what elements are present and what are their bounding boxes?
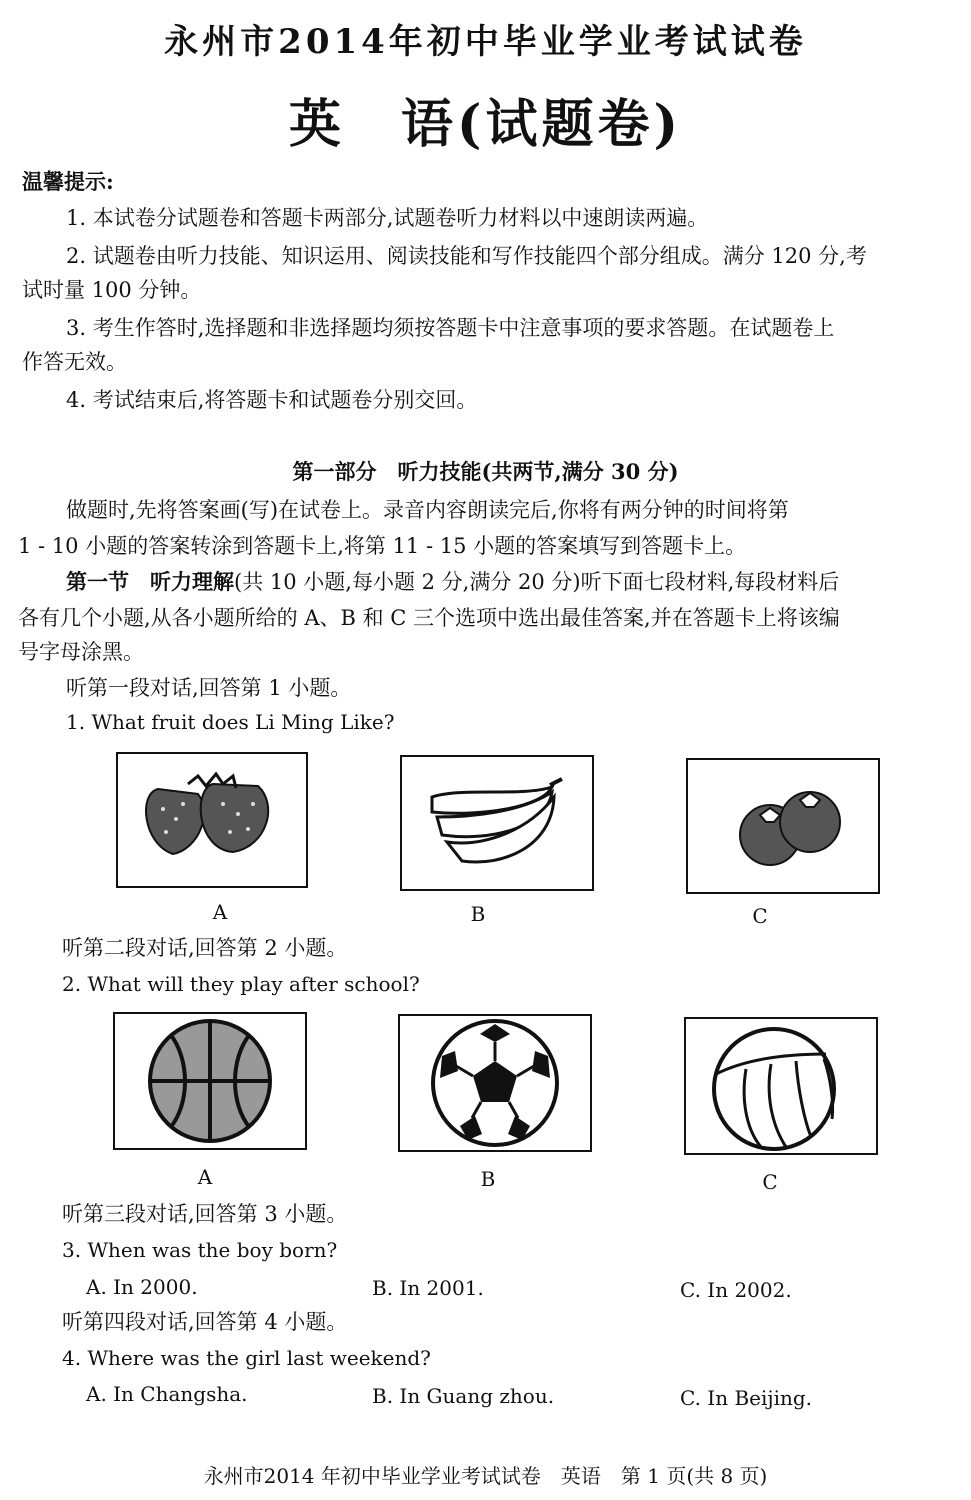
q4-option-c: C. In Beijing.	[680, 1386, 813, 1410]
q3-question: 3. When was the boy born?	[62, 1238, 338, 1262]
q3-option-c: C. In 2002.	[680, 1278, 792, 1302]
q2-option-a-image	[113, 1012, 307, 1150]
tip-line: 3. 考生作答时,选择题和非选择题均须按答题卡中注意事项的要求答题。在试题卷上	[66, 316, 835, 340]
page-footer: 永州市2014 年初中毕业学业考试试卷 英语 第 1 页(共 8 页)	[203, 1464, 768, 1488]
part1-heading: 第一部分 听力技能(共两节,满分 30 分)	[292, 459, 679, 484]
q2-instruction: 听第二段对话,回答第 2 小题。	[62, 936, 348, 960]
section1-line: 号字母涂黑。	[18, 640, 144, 664]
tip-line: 4. 考试结束后,将答题卡和试题卷分别交回。	[66, 388, 478, 412]
part1-intro-line: 1 - 10 小题的答案转涂到答题卡上,将第 11 - 15 小题的答案填写到答题卡上。	[18, 534, 747, 558]
football-icon	[400, 1016, 590, 1150]
tips-heading: 温馨提示:	[22, 169, 114, 194]
q4-option-a: A. In Changsha.	[86, 1382, 248, 1406]
tip-line: 作答无效。	[22, 350, 127, 374]
q4-option-b: B. In Guang zhou.	[372, 1384, 555, 1408]
q1-option-c-label: C	[752, 904, 768, 928]
strawberry-icon	[118, 754, 306, 886]
q2-option-c-label: C	[762, 1170, 778, 1194]
q1-option-b-label: B	[470, 902, 486, 926]
q2-option-b-image	[398, 1014, 592, 1152]
section1-title: 第一节 听力理解	[66, 569, 234, 594]
q1-question: 1. What fruit does Li Ming Like?	[66, 710, 395, 734]
q4-instruction: 听第四段对话,回答第 4 小题。	[62, 1310, 348, 1334]
q2-option-a-label: A	[197, 1165, 213, 1189]
section1-line: 各有几个小题,从各小题所给的 A、B 和 C 三个选项中选出最佳答案,并在答题卡上将该编	[18, 606, 840, 630]
q4-question: 4. Where was the girl last weekend?	[62, 1346, 431, 1370]
subject-title: 英 语(试题卷)	[288, 94, 683, 155]
q1-option-b-image	[400, 755, 594, 891]
q1-option-a-label: A	[212, 900, 228, 924]
q2-question: 2. What will they play after school?	[62, 972, 420, 996]
tomato-icon	[688, 760, 878, 892]
section1-line	[66, 564, 839, 600]
q1-instruction: 听第一段对话,回答第 1 小题。	[66, 676, 352, 700]
banana-icon	[402, 757, 592, 889]
part1-intro-line: 做题时,先将答案画(写)在试卷上。录音内容朗读完后,你将有两分钟的时间将第	[66, 498, 789, 522]
q1-option-a-image	[116, 752, 308, 888]
q3-instruction: 听第三段对话,回答第 3 小题。	[62, 1202, 348, 1226]
q1-option-c-image	[686, 758, 880, 894]
section1-text: (共 10 小题,每小题 2 分,满分 20 分)听下面七段材料,每段材料后	[234, 570, 840, 594]
q3-option-b: B. In 2001.	[372, 1276, 484, 1300]
q2-option-c-image	[684, 1017, 878, 1155]
exam-title: 永州市2014年初中毕业学业考试试卷	[164, 22, 807, 62]
tip-line: 2. 试题卷由听力技能、知识运用、阅读技能和写作技能四个部分组成。满分 120 分,考	[66, 244, 867, 268]
basketball-icon	[115, 1014, 305, 1148]
tip-line: 试时量 100 分钟。	[22, 278, 202, 302]
tip-line: 1. 本试卷分试题卷和答题卡两部分,试题卷听力材料以中速朗读两遍。	[66, 206, 709, 230]
q2-option-b-label: B	[480, 1167, 496, 1191]
volleyball-icon	[686, 1019, 876, 1153]
q3-option-a: A. In 2000.	[86, 1275, 198, 1299]
